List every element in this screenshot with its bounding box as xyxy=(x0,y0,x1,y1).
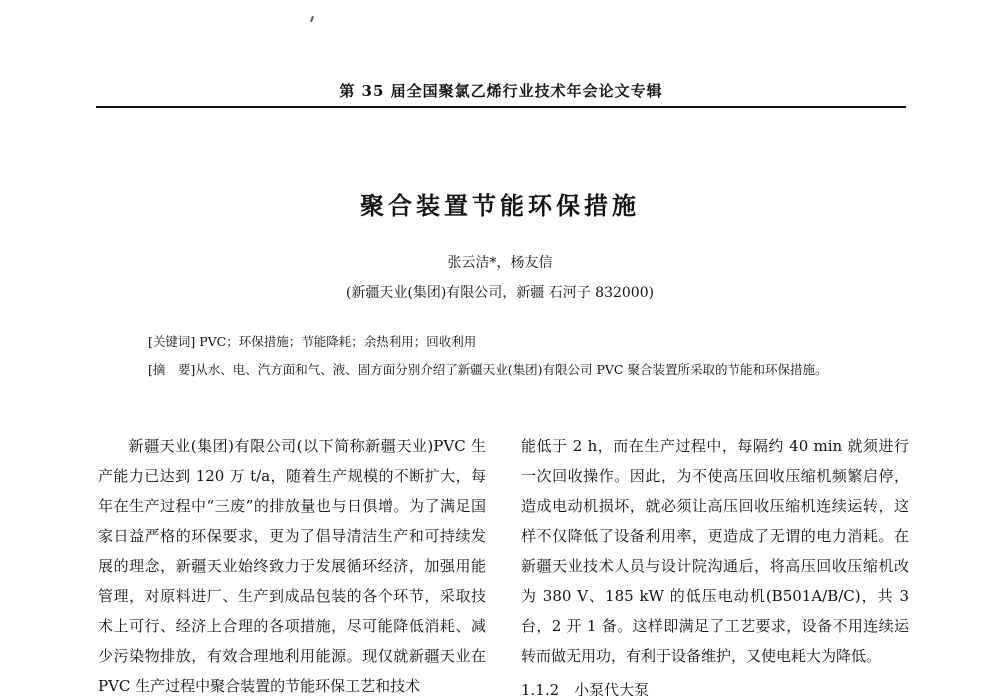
paper-title: 聚合装置节能环保措施 xyxy=(360,191,640,220)
scan-artifact xyxy=(310,16,314,22)
right-column-text: 能低于 2 h，而在生产过程中，每隔约 40 min 就须进行一次回收操作。因此，为不使高压回收压缩机频繁启停，造成电动机损坏，就必须让高压回收压缩机连续运转，这样不仅降低了设备利用率，更造成了无谓的电力消耗。在新疆天业技术人员与设计院沟通后，将高压回收压缩机改为 380 V、185 kW 的低压电动机(B501A/B/C)，共 3 台，2 开 1 备。这样即满足了工艺要求，设备不用连续运转而做无用功，有利于设备维护，又使电耗大为降低。 xyxy=(521,437,909,665)
body-left-column xyxy=(98,431,486,696)
header-rule xyxy=(96,106,906,108)
abstract xyxy=(134,357,894,383)
abstract-label: [摘 要] xyxy=(148,362,196,377)
keywords: [关键词] PVC；环保措施；节能降耗；余热利用；回收利用 xyxy=(148,334,477,349)
abstract-text: 从水、电、汽方面和气、液、固方面分别介绍了新疆天业(集团)有限公司 PVC 聚合装置所采取的节能和环保措施。 xyxy=(195,362,828,377)
running-head: 第 35 届全国聚氯乙烯行业技术年会论文专辑 xyxy=(339,82,663,100)
section-heading: 1.1.2 小泵代大泵 xyxy=(521,681,650,696)
body-right-column xyxy=(521,431,909,696)
left-column-text: 新疆天业(集团)有限公司(以下简称新疆天业)PVC 生产能力已达到 120 万 t/a，随着生产规模的不断扩大，每年在生产过程中“三废”的排放量也与日俱增。为了满足国家日益严格的环保要求，更为了倡导清洁生产和可持续发展的理念，新疆天业始终致力于发展循环经济，加强用能管理，对原料进厂、生产到成品包装的各个环节，采取技术上可行、经济上合理的各项措施，尽可能降低消耗、减少污染物排放，有效合理地利用能源。现仅就新疆天业在 PVC 生产过程中聚合装置的节能环保工艺和技术 xyxy=(98,437,486,695)
paper-affiliation: (新疆天业(集团)有限公司，新疆 石河子 832000) xyxy=(345,285,655,301)
paper-authors: 张云洁*，杨友信 xyxy=(447,255,553,271)
